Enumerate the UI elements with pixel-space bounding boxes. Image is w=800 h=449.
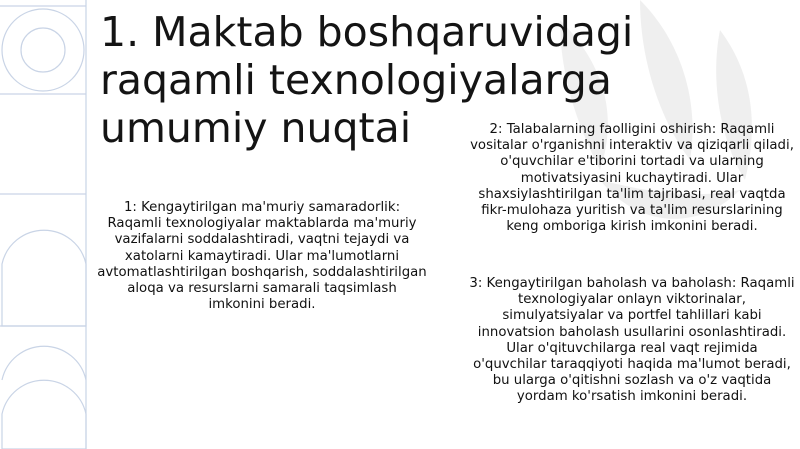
paragraph-administrative-efficiency: 1: Kengaytirilgan ma'muriy samaradorlik: Raqamli texnologiyalar maktablarda ma'muriy vazifalarni soddalashtiradi, vaqtni tejaydi va xatolarni kamaytiradi. Ular ma'lumotlarni avtomatlashtirilgan boshqarish, soddalashtirilgan aloqa va resurslarni samarali taqsimlash imkonini beradi. <box>97 200 427 313</box>
paragraph-assessment: 3: Kengaytirilgan baholash va baholash: Raqamli texnologiyalar onlayn viktorinalar, simulyatsiyalar va portfel tahlillari kabi innovatsion baholash usullarini osonlashtiradi. Ular o'qituvchilarga real vaqt rejimida o'quvchilar taraqqiyoti haqida ma'lumot beradi, bu ularga o'qitishni sozlash va o'z vaqtida yordam ko'rsatish imkonini beradi. <box>469 276 795 405</box>
line-decoration <box>0 0 86 449</box>
slide-title: 1. Maktab boshqaruvidagi raqamli texnologiyalarga umumiy nuqtai <box>100 8 634 152</box>
paragraph-student-engagement: 2: Talabalarning faolligini oshirish: Raqamli vositalar o'rganishni interaktiv va qiziqarli qiladi, o'quvchilar e'tiborini tortadi va ularning motivatsiyasini kuchaytiradi. Ular shaxsiylashtirilgan ta'lim tajribasi, real vaqtda fikr-mulohaza yuritish va ta'lim resurslarining keng omboriga kirish imkonini beradi. <box>470 122 794 235</box>
